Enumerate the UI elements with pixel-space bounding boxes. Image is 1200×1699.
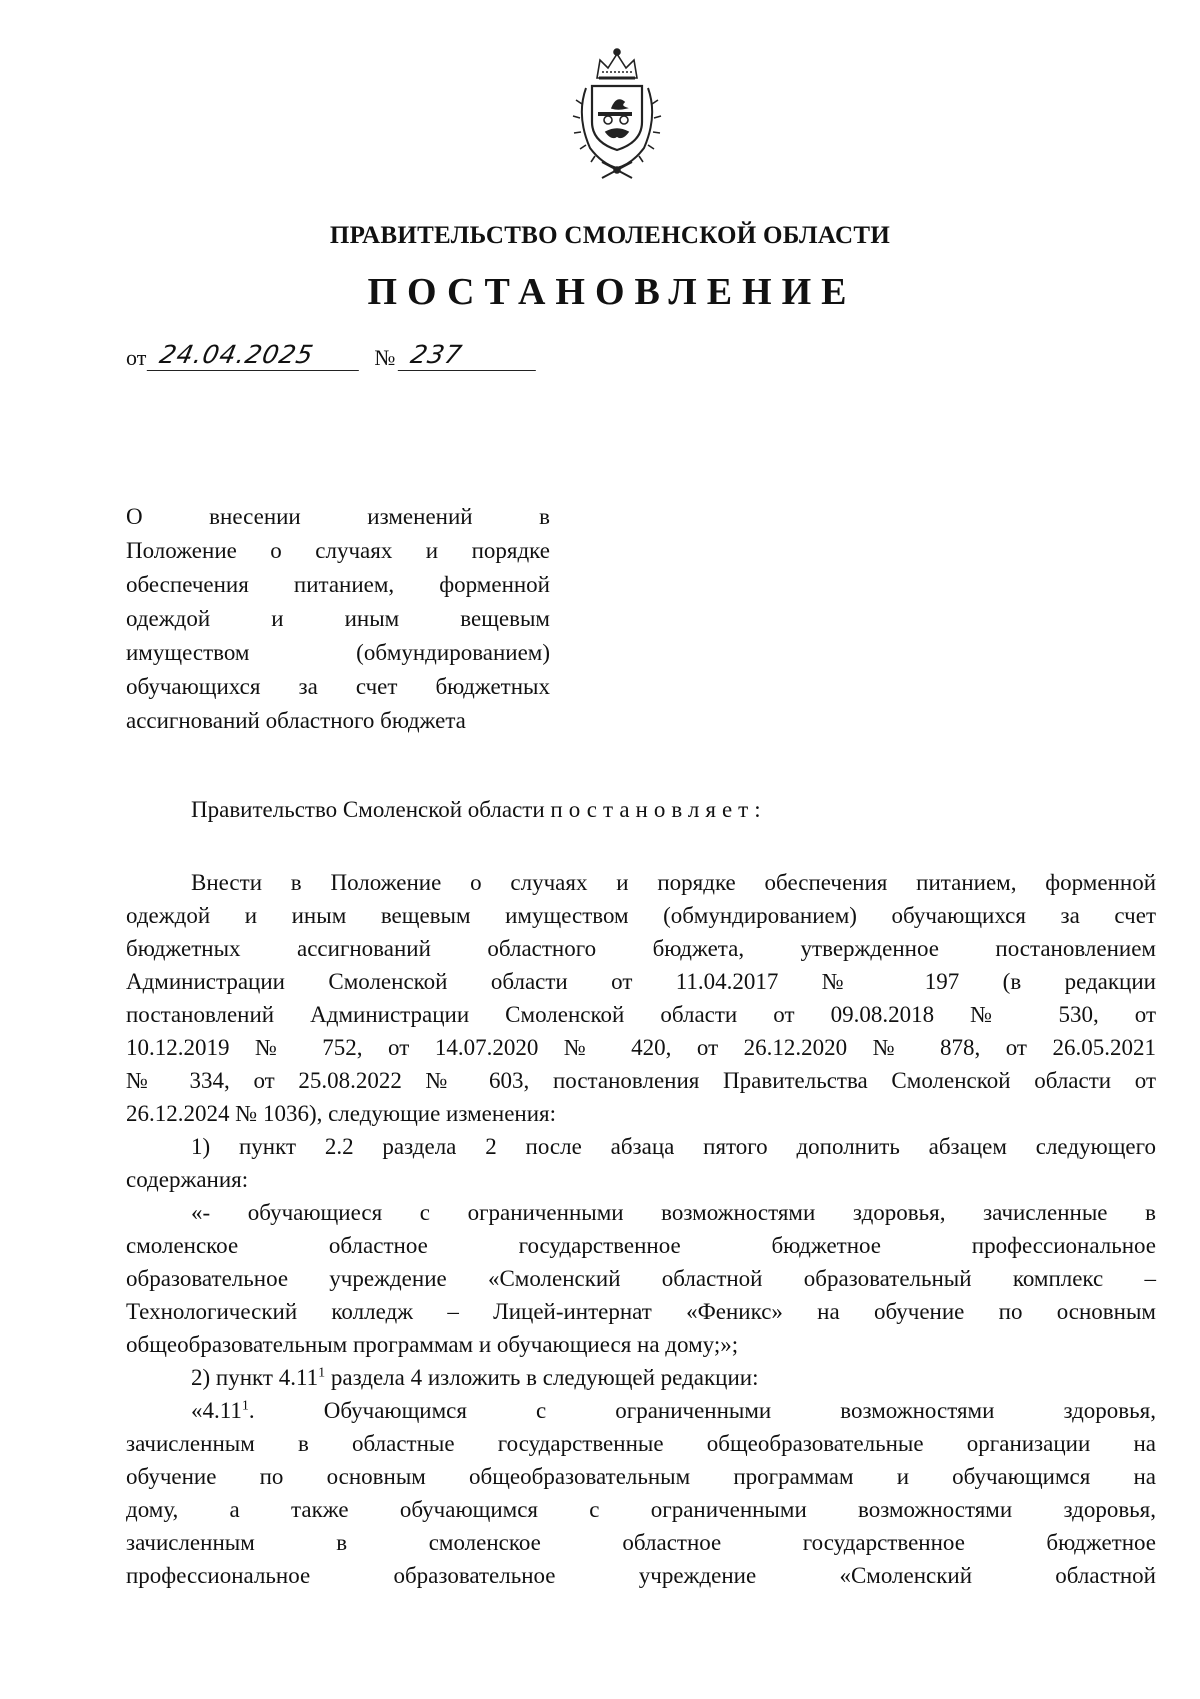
paragraph-line: образовательное учреждение «Смоленский областной образовательный комплекс – — [126, 1266, 1156, 1291]
paragraph-line: 26.12.2024 № 1036), следующие изменения: — [126, 1101, 556, 1126]
paragraph-line: содержания: — [126, 1167, 249, 1192]
paragraph-line: постановлений Администрации Смоленской области от 09.08.2018 № 530, от — [126, 1002, 1156, 1027]
subject-line: обучающихся за счет бюджетных — [126, 674, 550, 699]
quote-2-lead: «4.11 — [191, 1398, 242, 1423]
paragraph-line: профессиональное образовательное учреждение «Смоленский областной — [126, 1563, 1156, 1588]
superscript: 1 — [318, 1365, 326, 1381]
paragraph-line: одеждой и иным вещевым имуществом (обмундированием) обучающихся за счет — [126, 903, 1156, 928]
paragraph-main — [126, 866, 1156, 1130]
number-prefix: № — [374, 345, 396, 370]
paragraph-line: Технологический колледж – Лицей-интернат «Феникс» на обучение по основным — [126, 1299, 1156, 1324]
item-2-lead: 2) пункт 4.11 — [191, 1365, 319, 1390]
paragraph-line: зачисленным в областные государственные общеобразовательные организации на — [126, 1431, 1156, 1456]
subject-line: имуществом (обмундированием) — [126, 640, 550, 665]
subject-block — [126, 500, 550, 738]
quote-2-tail: . Обучающимся с ограниченными возможностями здоровья, — [248, 1398, 1156, 1423]
paragraph-line — [126, 1361, 1156, 1394]
preamble-text: Правительство Смоленской области — [191, 797, 545, 822]
subject-line: одеждой и иным вещевым — [126, 606, 550, 631]
paragraph-quote-2 — [126, 1394, 1156, 1592]
paragraph-line: Внести в Положение о случаях и порядке обеспечения питанием, форменной — [191, 870, 1156, 895]
handwritten-date: 24.04.2025 — [147, 340, 366, 371]
subject-line: Положение о случаях и порядке — [126, 538, 550, 563]
subject-line: О внесении изменений в — [126, 504, 550, 529]
government-title: ПРАВИТЕЛЬСТВО СМОЛЕНСКОЙ ОБЛАСТИ — [329, 222, 891, 249]
preamble-action: постановляет: — [550, 797, 767, 822]
paragraph-line: смоленское областное государственное бюджетное профессиональное — [126, 1233, 1156, 1258]
document-type-heading: ПОСТАНОВЛЕНИЕ — [367, 271, 857, 313]
paragraph-line: дому, а также обучающимся с ограниченными возможностями здоровья, — [126, 1497, 1156, 1522]
handwritten-number: 237 — [398, 340, 543, 371]
paragraph-line: «- обучающиеся с ограниченными возможностями здоровья, зачисленные в — [191, 1200, 1156, 1225]
paragraph-line: зачисленным в смоленское областное государственное бюджетное — [126, 1530, 1156, 1555]
smolensk-coat-of-arms-emblem — [562, 44, 672, 184]
paragraph-line — [126, 1394, 1156, 1427]
paragraph-line: 10.12.2019 № 752, от 14.07.2020 № 420, от 26.12.2020 № 878, от 26.05.2021 — [126, 1035, 1156, 1060]
registration-line — [126, 340, 539, 371]
preamble — [191, 797, 767, 823]
paragraph-line: обучение по основным общеобразовательным программам и обучающимся на — [126, 1464, 1156, 1489]
subject-line: ассигнований областного бюджета — [126, 708, 466, 733]
paragraph-line: Администрации Смоленской области от 11.04.2017 № 197 (в редакции — [126, 969, 1156, 994]
paragraph-item-1 — [126, 1130, 1156, 1196]
subject-line: обеспечения питанием, форменной — [126, 572, 550, 597]
item-2-tail: раздела 4 изложить в следующей редакции: — [325, 1365, 759, 1390]
paragraph-line: № 334, от 25.08.2022 № 603, постановления Правительства Смоленской области от — [126, 1068, 1156, 1093]
paragraph-line: бюджетных ассигнований областного бюджета, утвержденное постановлением — [126, 936, 1156, 961]
date-prefix: от — [126, 345, 147, 370]
paragraph-quote-1 — [126, 1196, 1156, 1361]
paragraph-line: 1) пункт 2.2 раздела 2 после абзаца пятого дополнить абзацем следующего — [191, 1134, 1156, 1159]
paragraph-line: общеобразовательным программам и обучающиеся на дому;»; — [126, 1332, 739, 1357]
paragraph-item-2 — [126, 1361, 1156, 1394]
superscript: 1 — [241, 1398, 249, 1414]
